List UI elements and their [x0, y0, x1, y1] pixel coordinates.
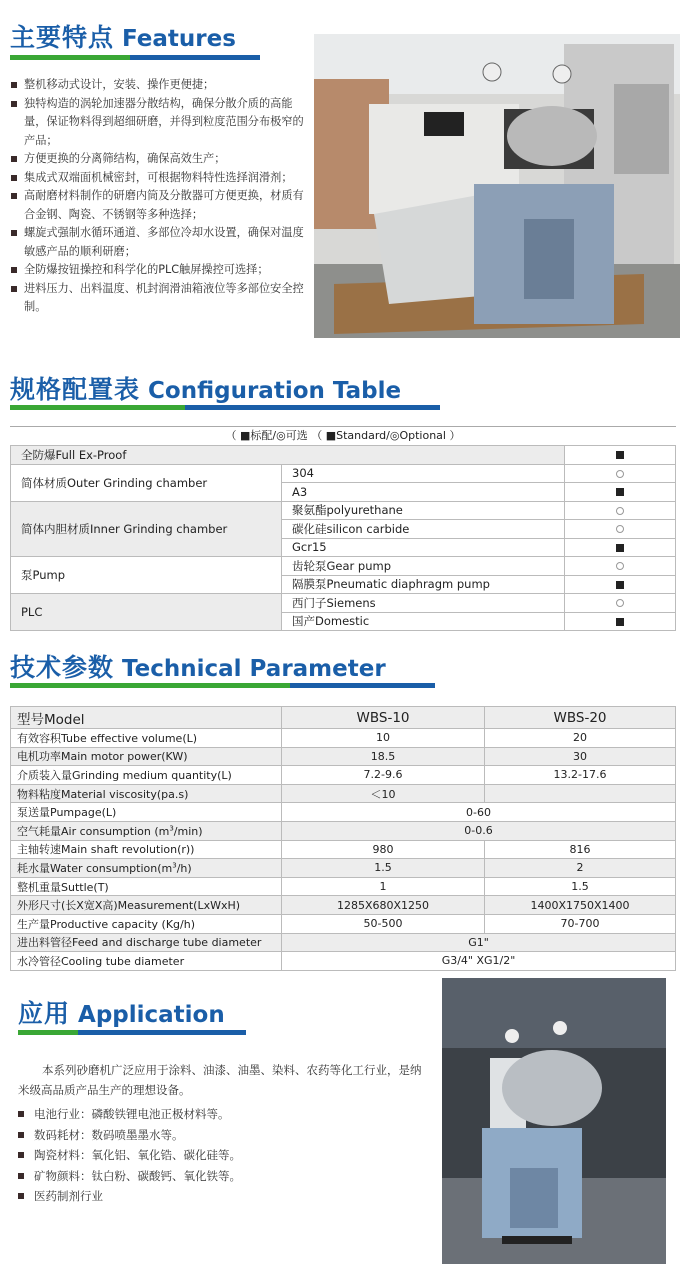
config-option: 国产Domestic: [282, 612, 565, 631]
feature-item: 集成式双端面机械密封，可根据物料特性选择润滑剂；: [10, 169, 308, 188]
standard-mark-icon: [616, 581, 624, 589]
config-option: 304: [282, 464, 565, 483]
tech-label: 有效容积Tube effective volume(L): [11, 729, 282, 748]
feature-item: 进料压力、出料温度、机封润滑油箱液位等多部位安全控制。: [10, 280, 308, 317]
optional-mark-icon: [616, 470, 624, 478]
standard-mark-icon: [616, 618, 624, 626]
machine-photo-1: [314, 34, 680, 338]
feature-item: 螺旋式强制水循环通道、多部位冷却水设置，确保对温度敏感产品的顺利研磨；: [10, 224, 308, 261]
application-item: 电池行业：磷酸铁锂电池正极材料等。: [18, 1104, 241, 1125]
feature-item: 整机移动式设计，安装、操作更便捷；: [10, 76, 308, 95]
application-item: 矿物颜料：钛白粉、碳酸钙、氧化铁等。: [18, 1166, 241, 1187]
application-item: 医药制剂行业: [18, 1186, 241, 1207]
tech-label: 电机功率Main motor power(KW): [11, 747, 282, 766]
application-title-bar: [18, 1030, 246, 1035]
config-option: 聚氨酯polyurethane: [282, 501, 565, 520]
tech-header-model: WBS-20: [485, 707, 676, 729]
config-option: A3: [282, 483, 565, 502]
tech-label: 进出料管径Feed and discharge tube diameter: [11, 933, 282, 952]
config-option: 隔膜泵Pneumatic diaphragm pump: [282, 575, 565, 594]
features-title: 主要特点 Features: [10, 23, 236, 52]
config-label: PLC: [11, 594, 282, 631]
feature-item: 独特构造的涡轮加速器分散结构，确保分散介质的高能量，保证物料得到超细研磨，并得到粒度范围分布极窄的产品；: [10, 95, 308, 151]
machine-photo-2: [442, 978, 666, 1264]
features-list: [10, 76, 308, 317]
feature-item: 方便更换的分离筛结构，确保高效生产；: [10, 150, 308, 169]
tech-label: 物料粘度Material viscosity(pa.s): [11, 784, 282, 803]
optional-mark-icon: [616, 507, 624, 515]
feature-item: 全防爆按钮操控和科学化的PLC触屏操控可选择；: [10, 261, 308, 280]
config-option: 西门子Siemens: [282, 594, 565, 613]
tech-label: 整机重量Suttle(T): [11, 877, 282, 896]
tech-label: 耗水量Water $consumption(m^3/h)$: [11, 859, 282, 878]
tech-label: 泵送量Pumpage(L): [11, 803, 282, 822]
tech-title-bar: [10, 683, 435, 688]
config-table: [10, 426, 676, 631]
config-legend: （ ■标配/◎可选 （ ■Standard/◎Optional ）: [10, 426, 676, 445]
tech-label: 介质装入量Grinding medium quantity(L): [11, 766, 282, 785]
tech-label: 外形尺寸(长X宽X高)Measurement(LxWxH): [11, 896, 282, 915]
tech-label: 主轴转速Main shaft revolution(r)): [11, 840, 282, 859]
application-item: 陶瓷材料：氧化铝、氧化锆、碳化硅等。: [18, 1145, 241, 1166]
application-title: 应用 Application: [18, 999, 225, 1028]
config-label: 泵Pump: [11, 557, 282, 594]
tech-header-label: 型号Model: [11, 707, 282, 729]
tech-label: 水冷管径Cooling tube diameter: [11, 952, 282, 971]
tech-label: 空气耗量Air consumption $(m^3/\min)$: [11, 821, 282, 840]
optional-mark-icon: [616, 562, 624, 570]
application-list: [18, 1104, 241, 1207]
standard-mark-icon: [616, 451, 624, 459]
tech-table: 型号Model WBS-10 WBS-20 有效容积Tube effective volume(L) 10 20 电机功率Main motor power(KW) 18.5 30 介质装入量Grinding medium quantity(L) 7.2-9.6 13.2-17.6 物料粘度Material viscosity(pa.s) ＜10 泵送量Pumpage(L) 0-60 空气耗量Air consumption $(m^3/\min)$ 0-0.6 主轴转速Main shaft revolution(r)) 980 816 耗水量Water $consumption(m^3/h)$ 1.5 2 整机重量Suttle(T) 1 1.5 外形尺寸(长X宽X高)Measurement(LxWxH) 1285X680X1250 1400X1750X1400 生产量Productive capacity (Kg/h) 50-500 70-700 进出料管径Feed and discharge tube diameter G1" 水冷管径Cooling tube diameter G3/4" XG1/2": [10, 706, 676, 971]
config-label: 简体内胆材质Inner Grinding chamber: [11, 501, 282, 557]
feature-item: 高耐磨材料制作的研磨内筒及分散器可方便更换，材质有合金钢、陶瓷、不锈钢等多种选择；: [10, 187, 308, 224]
config-title: 规格配置表 Configuration Table: [10, 375, 402, 404]
application-item: 数码耗材：数码喷墨墨水等。: [18, 1125, 241, 1146]
tech-header-model: WBS-10: [282, 707, 485, 729]
config-option: 碳化硅silicon carbide: [282, 520, 565, 539]
config-option: Gcr15: [282, 538, 565, 557]
tech-label: 生产量Productive capacity (Kg/h): [11, 914, 282, 933]
optional-mark-icon: [616, 525, 624, 533]
config-label: 全防爆Full Ex-Proof: [11, 446, 565, 465]
application-intro: 本系列砂磨机广泛应用于涂料、油漆、油墨、染料、农药等化工行业，是纳米级高品质产品生产的理想设备。: [18, 1063, 422, 1097]
tech-title: 技术参数 Technical Parameter: [10, 653, 386, 682]
standard-mark-icon: [616, 488, 624, 496]
optional-mark-icon: [616, 599, 624, 607]
config-title-bar: [10, 405, 440, 410]
config-label: 简体材质Outer Grinding chamber: [11, 464, 282, 501]
standard-mark-icon: [616, 544, 624, 552]
config-option: 齿轮泵Gear pump: [282, 557, 565, 576]
features-title-bar: [10, 55, 260, 60]
